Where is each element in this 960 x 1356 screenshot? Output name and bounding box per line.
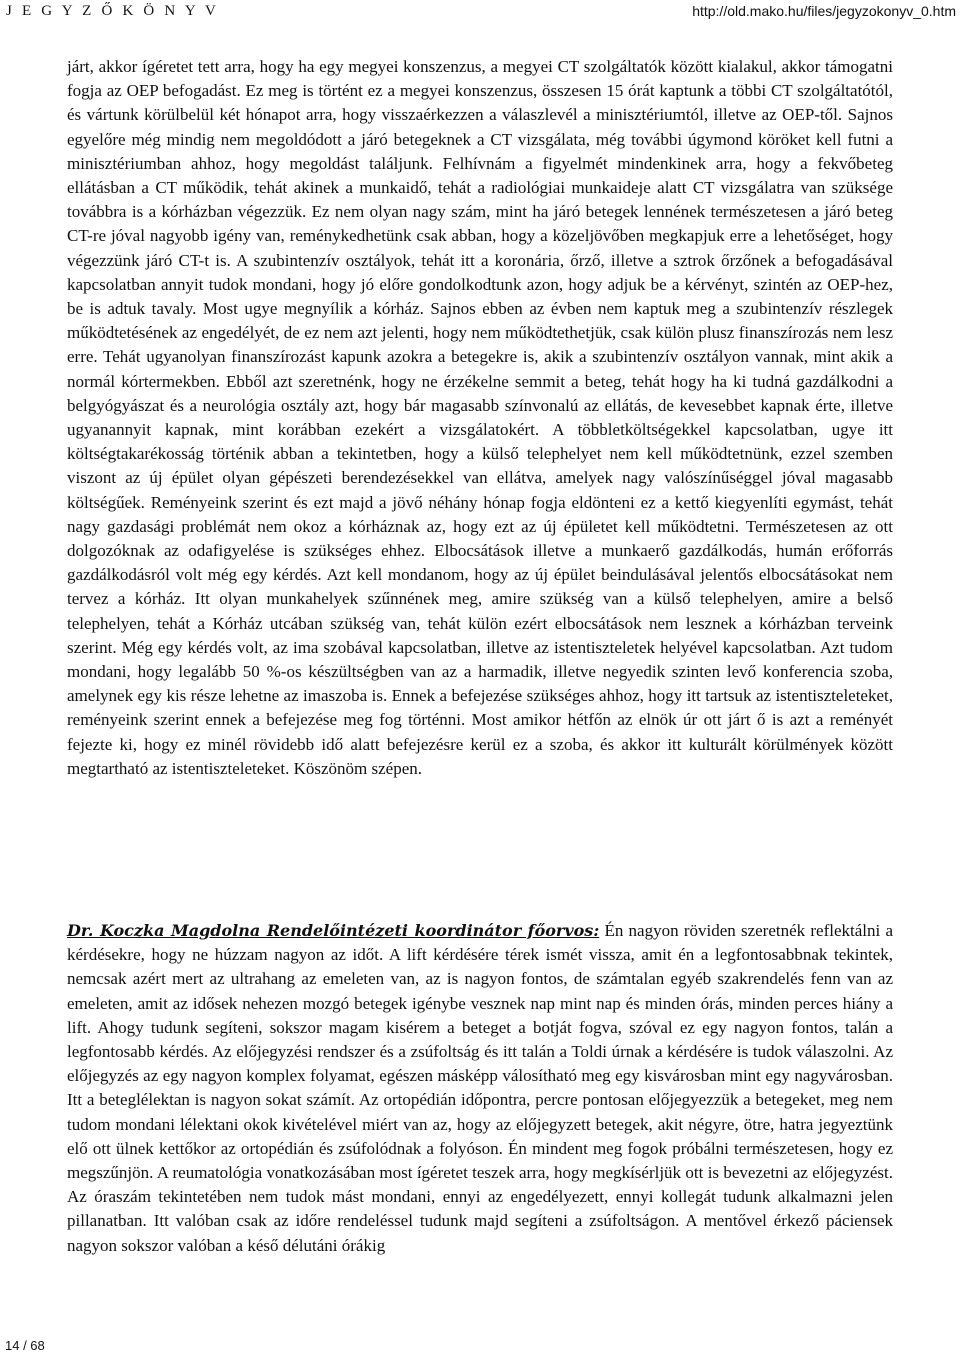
page-number: 14 / 68 <box>5 1338 45 1353</box>
paragraph-continued: járt, akkor ígéretet tett arra, hogy ha egy megyei konszenzus, a megyei CT szolgáltatók között kialakul, akkor támogatni fogja az OEP befogadást. Ez meg is történt ez a megyei konszenzus, összesen 15 órát kaptunk a többi CT szolgáltatótól, és vártunk körülbelül két hónapot arra, hogy visszaérkezzen a válaszlevél a minisztériumtól, illetve az OEP-től. Sajnos egyelőre még mindig nem megoldódott a járó betegeknek a CT vizsgálata, még további úgymond köröket kell futni a minisztériumban ahhoz, hogy megoldást találjunk. Felhívnám a figyelmét mindenkinek arra, hogy a fekvőbeteg ellátásban a CT működik, tehát akinek a munkaidő, tehát a radiológiai munkaideje alatt CT vizsgálatra van szüksége továbbra is a kórházban végezzük. Ez nem olyan nagy szám, mint ha járó betegek lennének természetesen a járó beteg CT-re jóval nagyobb igény van, reménykedhetünk csak abban, hogy a közeljövőben megkapjuk erre a lehetőséget, hogy végezzünk járó CT-t is. A szubintenzív osztályok, tehát itt a koronária, őrző, illetve a sztrok őrzőnek a befogadásával kapcsolatban annyit tudok mondani, hogy jó előre gondolkodtunk azon, hogy adjuk be a kérvényt, szintén az OEP-hez, be is adtuk tavaly. Most ugye megnyílik a kórház. Sajnos ebben az évben nem kaptuk meg a szubintenzív részlegek működtetésének az engedélyét, de ez nem azt jelenti, hogy nem működtethetjük, csak külön plusz finanszírozás nem lesz erre. Tehát ugyanolyan finanszírozást kapunk azokra a betegekre is, akik a szubintenzív osztályon vannak, mint akik a normál kórtermekben. Ebből azt szeretnénk, hogy ne érzékelne semmit a beteg, tehát hogy ha ki tudná gazdálkodni a belgyógyászat és a neurológia osztály azt, hogy bár magasabb színvonalú az ellátás, de kevesebbet kapnak érte, illetve ugyanannyit kapnak, mint korábban ezekért a vizsgálatokért. A többletköltségekkel kapcsolatban, ugye itt költségtakarékosság történik abban a tekintetben, hogy a külső telephelyet nem kell működtetnünk, ezzel szemben viszont az új épület olyan gépészeti berendezésekkel van ellátva, amelyek nagy valószínűséggel jóval magasabb költségűek. Reményeink szerint és ezt majd a jövő néhány hónap fogja eldönteni ez a kettő kiegyenlíti egymást, tehát nagy gazdasági problémát nem okoz a kórháznak az, hogy ezt az új épületet kell működtetni. Természetesen az ott dolgozóknak az odafigyelése is szükséges ehhez. Elbocsátások illetve a munkaerő gazdálkodás, humán erőforrás gazdálkodásról volt még egy kérdés. Azt kell mondanom, hogy az új épület beindulásával jelentős elbocsátásokat nem tervez a kórház. Itt olyan munkahelyek szűnnének meg, amire szükség van a külső telephelyen, amire a belső telephelyen, tehát a Kórház utcában szükség van, tehát külön ezért elbocsátások nem lesznek a kórházban terveink szerint. Még egy kérdés volt, az ima szobával kapcsolatban, illetve az istentiszteletek helyével kapcsolatban. Azt tudom mondani, hogy legalább 50 %-os készültségben van az a harmadik, illetve negyedik szinten levő konferencia szoba, amelynek egy kis része lehetne az imaszoba is. Ennek a befejezése szükséges ahhoz, hogy itt tartsuk az istentiszteleteket, reményeink szerint ennek a befejezése meg fog történni. Most amikor hétfőn az elnök úr ott járt ő is azt a reményét fejezte ki, hogy ez minél rövidebb idő alatt befejezésre kerül ez a szoba, és akkor itt kulturált körülmények között megtartható az istentiszteleteket. Köszönöm szépen. <box>67 57 893 778</box>
document-title: J E G Y Z Ő K Ö N Y V <box>6 3 220 19</box>
paragraph-koczka <box>67 919 893 1258</box>
speaker-statement: Én nagyon röviden szeretnék reflektálni a kérdésekre, hogy ne húzzam nagyon az időt. A lift kérdésére térek ismét vissza, amit én a legfontosabbnak tekintek, nemcsak azért mert az ultrahang az emeleten van, az is nagyon fontos, de számtalan egyéb szakrendelés fenn van az emeleten, amit az idősek nehezen mozgó betegek igénybe vesznek nap mint nap és minden órás, minden perces hiány a lift. Ahogy tudunk segíteni, sokszor magam kisérem a beteget a botját fogva, szóval ez egy nagyon fontos, talán a legfontosabb kérdés. Az előjegyzési rendszer és a zsúfoltság és itt talán a Toldi úrnak a kérdésére is tudok válaszolni. Az előjegyzés az egy nagyon komplex folyamat, egészen másképp válosítható meg egy kisvárosban mint egy nagyvárosban. Itt a beteglélektan is nagyon sokat számít. Az ortopédián időpontra, percre pontosan előjegyezzük a betegeket, meg nem tudom mondani lélektani okok kivételével miért van az, hogy az előjegyzett betegek, akit négyre, ötre, hatra jegyeztünk elő ott ülnek kettőkor az ortopédián és zsúfolódnak a folyóson. Én mindent meg fogok próbálni természetesen, hogy ez megszűnjön. A reumatológia vonatkozásában most ígéretet teszek arra, hogy megkísérljük ott is bevezetni az előjegyzést. Az óraszám tekintetében nem tudok mást mondani, ennyi az engedélyezett, ennyi kollegát tudunk alkalmazni jelen pillanatban. Itt valóban csak az időre rendeléssel tudunk majd segíteni a zsúfoltságon. A mentővel érkező páciensek nagyon sokszor valóban a késő délutáni órákig <box>67 921 894 1255</box>
page-url: http://old.mako.hu/files/jegyzokonyv_0.htm <box>692 3 956 19</box>
speaker-name: Dr. Koczka Magdolna Rendelőintézeti koordinátor főorvos: <box>67 921 600 940</box>
